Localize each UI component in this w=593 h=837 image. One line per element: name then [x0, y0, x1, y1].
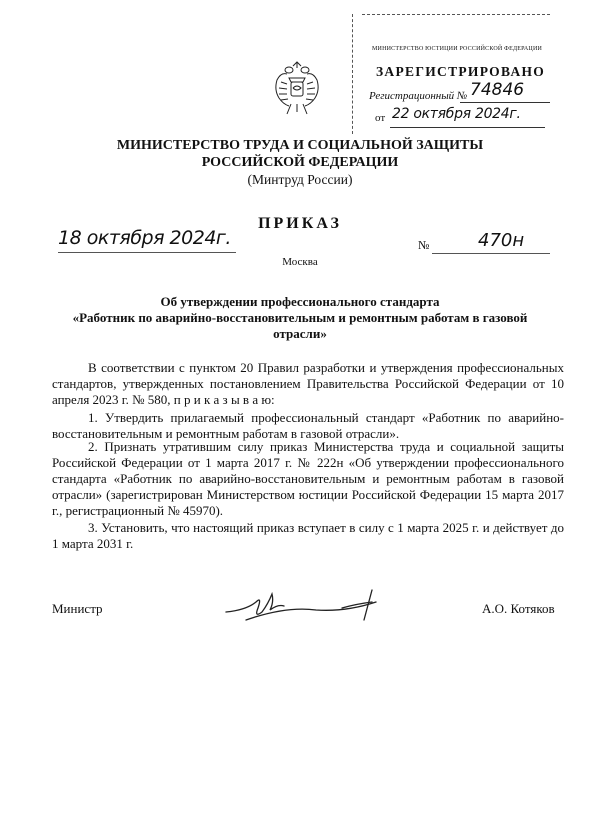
order-city: Москва	[282, 256, 318, 268]
stamp-reg-date: 22 октября 2024г.	[392, 106, 521, 122]
paragraph-2-text: 2. Признать утратившим силу приказ Министерства труда и социальной защиты Российской Федерации от 1 марта 2017 г. № 222н «Об утверждении профессионального стандарта «Работник по аварийно-восстановительным и ремонтным работам в газовой отрасли» (зарегистрирован Министерством юстиции Российской Федерации 15 марта 2017 г., регистрационный № 45970).	[52, 439, 564, 518]
stamp-reg-number-underline	[460, 102, 550, 103]
body-paragraph-preamble	[52, 360, 564, 408]
order-title-line1: Об утверждении профессионального стандарта	[160, 294, 440, 309]
coat-of-arms-emblem	[273, 60, 321, 118]
stamp-date-underline	[390, 127, 545, 128]
ministry-short-name: (Минтруд России)	[247, 172, 353, 187]
body-paragraph-3	[52, 520, 564, 552]
body-paragraph-1	[52, 410, 564, 442]
order-number-label: №	[418, 238, 430, 252]
order-number: 470н	[478, 230, 525, 251]
stamp-border-top	[362, 14, 550, 15]
ministry-name-line2: РОССИЙСКОЙ ФЕДЕРАЦИИ	[201, 155, 399, 170]
handwritten-signature	[222, 582, 392, 628]
order-date-underline	[58, 252, 236, 253]
signatory-position: Министр	[52, 601, 103, 616]
stamp-reg-number: 74846	[470, 80, 525, 100]
paragraph-1-text: 1. Утвердить прилагаемый профессиональный стандарт «Работник по аварийно-восстановительным и ремонтным работам в газовой отрасли».	[52, 410, 564, 441]
body-paragraph-2	[52, 439, 564, 519]
order-heading: ПРИКАЗ	[258, 215, 342, 232]
stamp-organization: МИНИСТЕРСТВО ЮСТИЦИИ РОССИЙСКОЙ ФЕДЕРАЦИИ	[372, 46, 543, 52]
stamp-status: ЗАРЕГИСТРИРОВАНО	[376, 64, 546, 79]
order-title-line3: отрасли»	[273, 326, 327, 341]
order-date: 18 октября 2024г.	[58, 227, 231, 249]
preamble-text: В соответствии с пунктом 20 Правил разработки и утверждения профессиональных стандартов, утвержденных постановлением Правительства Российской Федерации от 10 апреля 2023 г. № 580, п р и к а з ы в а ю:	[52, 360, 564, 407]
stamp-reg-label: Регистрационный №	[369, 90, 468, 102]
paragraph-3-text: 3. Установить, что настоящий приказ вступает в силу с 1 марта 2025 г. и действует до 1 марта 2031 г.	[52, 520, 564, 551]
order-number-underline	[432, 253, 550, 254]
stamp-border-left	[352, 14, 353, 134]
order-title-line2: «Работник по аварийно-восстановительным и ремонтным работам в газовой	[72, 310, 528, 325]
signatory-name: А.О. Котяков	[482, 601, 555, 616]
stamp-from-label: от	[375, 112, 386, 124]
ministry-name-line1: МИНИСТЕРСТВО ТРУДА И СОЦИАЛЬНОЙ ЗАЩИТЫ	[116, 138, 484, 153]
